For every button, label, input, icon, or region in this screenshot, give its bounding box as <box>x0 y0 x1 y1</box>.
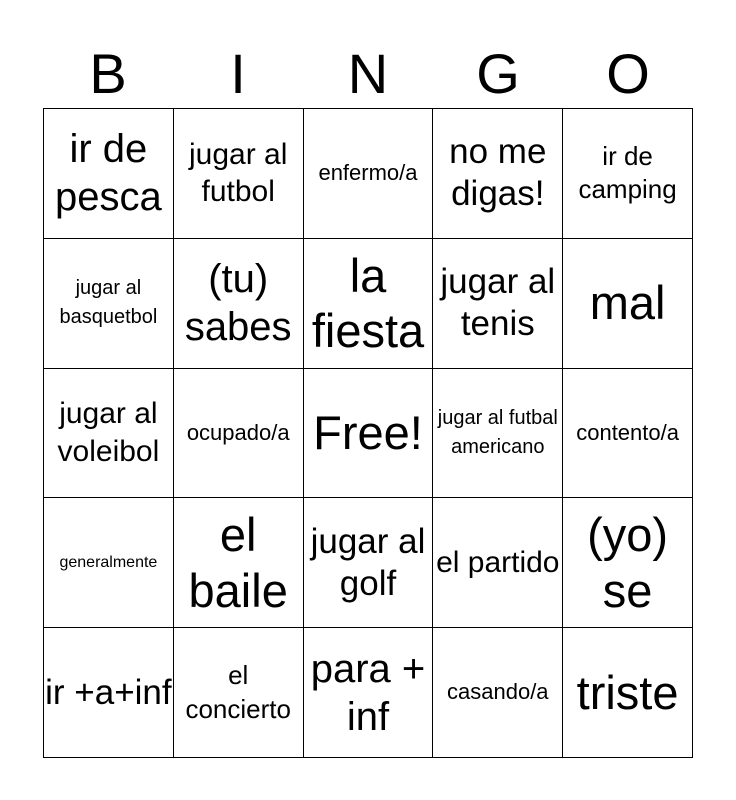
header-letter-i: I <box>230 42 246 105</box>
bingo-cell[interactable] <box>563 239 693 369</box>
cell-text: contento/a <box>576 419 679 445</box>
bingo-cell[interactable] <box>304 239 434 369</box>
bingo-cell[interactable] <box>174 498 304 628</box>
bingo-cell[interactable] <box>304 109 434 239</box>
bingo-cell[interactable] <box>304 628 434 758</box>
bingo-cell[interactable] <box>174 369 304 499</box>
bingo-cell[interactable] <box>563 498 693 628</box>
cell-text: mal <box>589 276 666 330</box>
cell-text: el concierto <box>185 659 291 724</box>
cell-text: ir +a+inf <box>45 672 172 712</box>
cell-text: ir de camping <box>578 140 677 205</box>
header-letter-g: G <box>476 42 520 105</box>
cell-text: el baile <box>188 508 288 617</box>
cell-text: triste <box>576 665 679 719</box>
bingo-cell[interactable] <box>563 109 693 239</box>
cell-text: generalmente <box>59 553 158 571</box>
cell-text: ocupado/a <box>186 419 290 445</box>
cell-text: jugar al basquetbol <box>59 277 158 329</box>
cell-text: jugar al futbal americano <box>437 406 558 458</box>
bingo-cell[interactable] <box>44 628 174 758</box>
cell-text: no me digas! <box>449 132 547 214</box>
bingo-cell[interactable] <box>174 239 304 369</box>
bingo-header <box>43 40 693 108</box>
bingo-cell[interactable] <box>44 239 174 369</box>
bingo-cell[interactable] <box>433 628 563 758</box>
bingo-cell[interactable] <box>563 369 693 499</box>
cell-text: la fiesta <box>311 248 425 358</box>
cell-text: ir de pesca <box>55 127 162 220</box>
bingo-cell[interactable] <box>433 239 563 369</box>
bingo-cell[interactable] <box>563 628 693 758</box>
cell-text: jugar al voleibol <box>57 397 160 468</box>
bingo-cell[interactable] <box>433 109 563 239</box>
bingo-cell[interactable] <box>44 369 174 499</box>
cell-text: (tu) sabes <box>184 257 292 350</box>
free-space-cell[interactable] <box>304 369 434 499</box>
free-space-text: Free! <box>313 406 423 460</box>
bingo-cell[interactable] <box>174 628 304 758</box>
bingo-cell[interactable] <box>44 498 174 628</box>
bingo-cell[interactable] <box>304 498 434 628</box>
bingo-cell[interactable] <box>44 109 174 239</box>
header-letter-b: B <box>89 42 127 105</box>
header-letter-o: O <box>606 42 650 105</box>
cell-text: el partido <box>436 546 560 580</box>
cell-text: jugar al tenis <box>440 262 556 344</box>
cell-text: (yo) se <box>587 508 669 617</box>
header-letter-n: N <box>347 42 389 105</box>
cell-text: casando/a <box>447 679 549 705</box>
cell-text: jugar al futbol <box>188 137 288 209</box>
cell-text: para + inf <box>310 646 426 739</box>
bingo-cell[interactable] <box>174 109 304 239</box>
bingo-cell[interactable] <box>433 498 563 628</box>
cell-text: enfermo/a <box>318 160 418 185</box>
bingo-cell[interactable] <box>433 369 563 499</box>
cell-text: jugar al golf <box>310 521 426 603</box>
bingo-board <box>43 108 693 758</box>
